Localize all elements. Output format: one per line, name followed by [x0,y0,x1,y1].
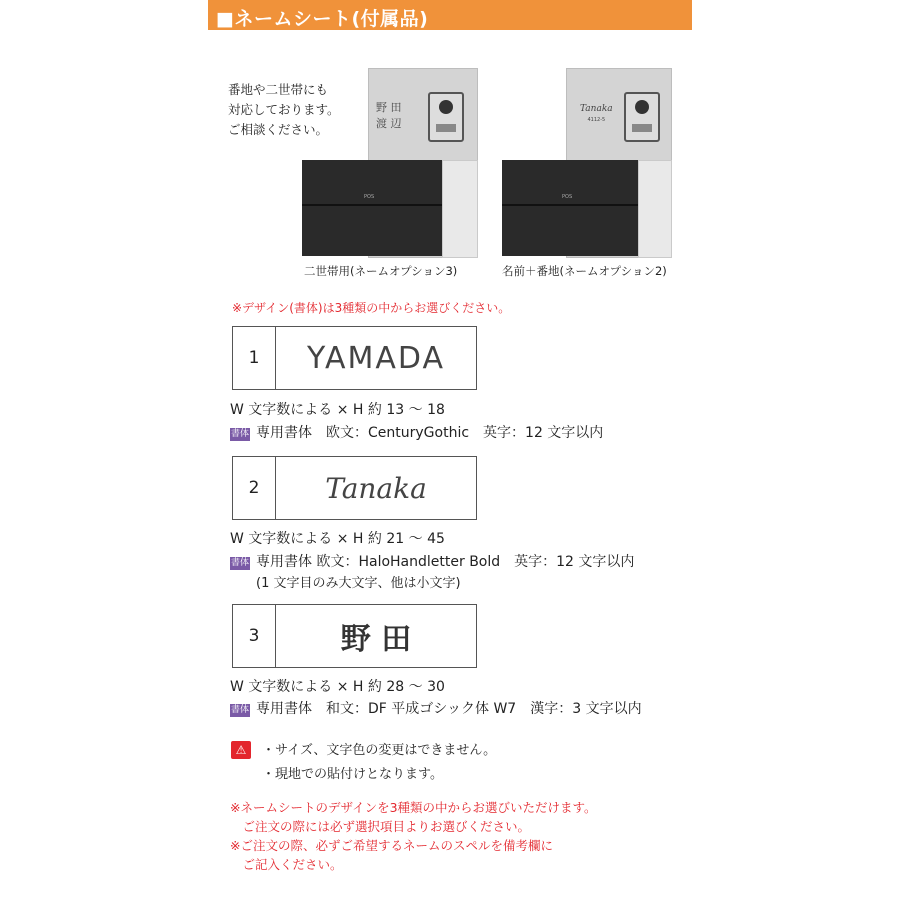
warning-line: ・サイズ、文字色の変更はできません。 [262,743,497,758]
footer-note-line: ※ご注文の際、必ずご希望するネームのスペルを備考欄に [230,838,553,853]
intercom-speaker [632,124,652,132]
mailbox [502,160,638,256]
design-note: ※デザイン(書体)は3種類の中からお選びください。 [232,301,511,315]
sample-size: W 文字数による × H 約 28 ～ 30 [230,679,445,695]
gate-pillar-side [638,160,672,258]
gate-pillar-side [442,160,478,258]
intro-line: 番地や二世帯にも [228,82,329,97]
section-title: ■ネームシート(付属品) [216,8,429,30]
font-sample-1 [232,326,477,390]
mailbox-slot [302,204,442,206]
name-plate: Tanaka 4112-5 [580,104,613,123]
font-tag: 書体 [231,705,250,715]
sample-number: 2 [233,457,276,519]
mailbox-label: POS [364,194,375,200]
sample-text: Tanaka [325,471,427,505]
sample-text: YAMADA [306,340,446,376]
sample-font-info: 書体 専用書体 欧文：CenturyGothic 英字：12 文字以内 [231,425,604,441]
sample-font-info: 書体 専用書体 和文：DF 平成ゴシック体 W7 漢字：3 文字以内 [231,701,642,717]
illustration-two-household [300,68,480,260]
mailbox-label: POS [562,194,573,200]
sample-text: 野 田 [340,622,412,657]
intercom-camera-icon [635,100,649,114]
illustration-caption: 名前＋番地(ネームオプション2) [502,264,667,278]
font-tag: 書体 [231,429,250,439]
font-sample-2 [232,456,477,520]
sample-number: 3 [233,605,276,667]
sample-size: W 文字数による × H 約 21 ～ 45 [230,531,445,547]
intercom-camera-icon [439,100,453,114]
intro-line: 対応しております。 [228,102,340,117]
intercom-unit [428,92,464,142]
illustration-name-address [500,68,680,260]
sample-note: (1 文字目のみ大文字、他は小文字) [256,576,461,591]
footer-note-line: ご注文の際には必ず選択項目よりお選びください。 [230,819,531,834]
intercom-speaker [436,124,456,132]
sample-font-info: 書体 専用書体 欧文：HaloHandletter Bold 英字：12 文字以内 [231,554,635,570]
warning-line: ・現地での貼付けとなります。 [262,767,443,782]
mailbox [302,160,442,256]
sample-number: 1 [233,327,276,389]
sample-size: W 文字数による × H 約 13 ～ 18 [230,402,445,418]
footer-notes [230,798,597,874]
font-tag: 書体 [231,558,250,568]
illustration-caption: 二世帯用(ネームオプション3) [304,264,458,278]
intercom-unit [624,92,660,142]
warning-triangle-icon: ⚠ [231,741,251,759]
font-sample-3 [232,604,477,668]
mailbox-slot [502,204,638,206]
footer-note-line: ご記入ください。 [230,857,343,872]
name-plate: 野 田 渡 辺 [376,101,402,130]
intro-line: ご相談ください。 [228,122,329,137]
footer-note-line: ※ネームシートのデザインを3種類の中からお選びいただけます。 [230,800,597,815]
